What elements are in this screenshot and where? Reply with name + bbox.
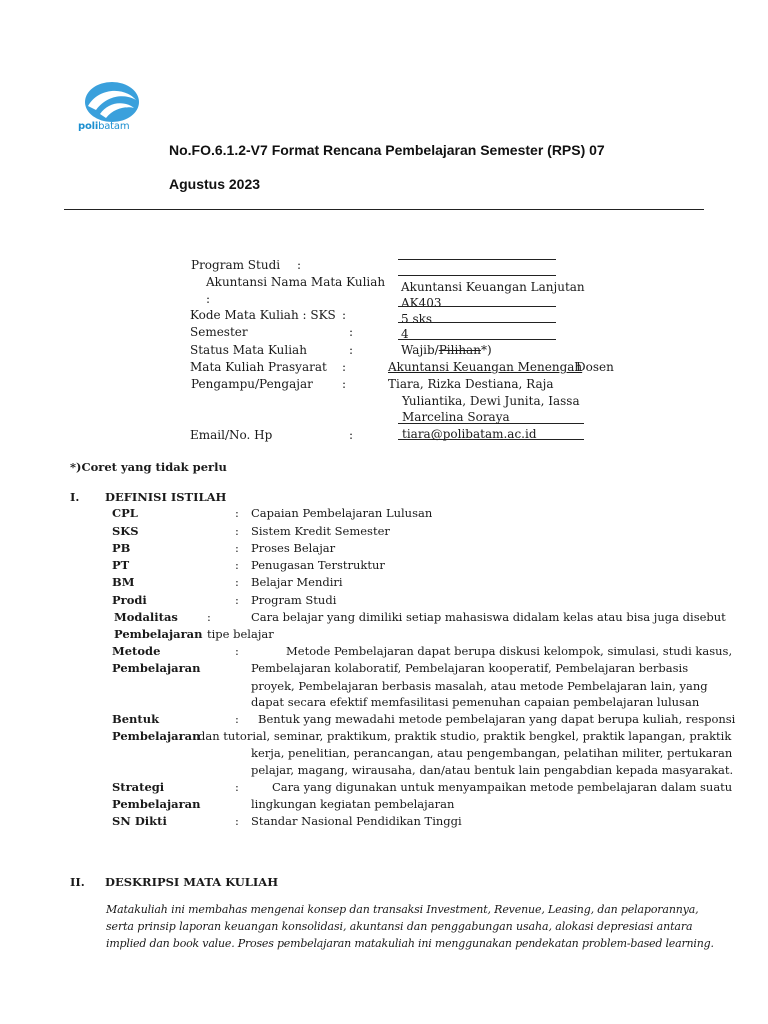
section1-title: DEFINISI ISTILAH	[105, 490, 227, 504]
description-line: Matakuliah ini membahas mengenai konsep dan transaksi Investment, Revenue, Leasing, dan pelaporannya,	[106, 903, 699, 916]
term-definition: Program Studi	[251, 593, 337, 607]
akuntansi-nama-label: Akuntansi Nama Mata Kuliah	[206, 275, 386, 289]
colon: :	[349, 343, 354, 357]
colon: :	[235, 524, 239, 538]
term-definition: dan tutorial, seminar, praktikum, praktik studio, praktik bengkel, praktik lapangan, praktik	[198, 729, 732, 743]
term-label: Strategi	[112, 780, 165, 794]
term-label: Pembelajaran	[112, 729, 201, 743]
term-definition: dapat secara efektif memfasilitasi pemenuhan capaian pembelajaran lulusan	[251, 695, 700, 709]
term-definition: kerja, penelitian, perancangan, atau pengembangan, pelatihan militer, pertukaran	[251, 746, 733, 760]
description-line: serta prinsip laporan keuangan konsolidasi, akuntansi dan penggabungan usaha, alokasi depresiasi antara	[106, 920, 693, 933]
term-label: Pembelajaran	[112, 661, 201, 675]
sks-value: 5 sks	[401, 312, 433, 326]
colon: :	[207, 610, 211, 624]
pengampu-label: Pengampu/Pengajar	[191, 377, 313, 391]
logo-word-batam: batam	[98, 121, 130, 132]
prasyarat-value: Akuntansi Keuangan Menengah	[388, 360, 583, 374]
term-label: Prodi	[112, 593, 147, 607]
colon: :	[235, 780, 239, 794]
colon: :	[235, 541, 239, 555]
term-definition: Metode Pembelajaran dapat berupa diskusi kelompok, simulasi, studi kasus,	[286, 644, 733, 658]
term-definition: tipe belajar	[207, 627, 274, 641]
colon: :	[235, 506, 239, 520]
section2-number: II.	[70, 875, 85, 889]
term-definition: Cara yang digunakan untuk menyampaikan metode pembelajaran dalam suatu	[272, 780, 733, 794]
term-definition: Standar Nasional Pendidikan Tinggi	[251, 814, 462, 828]
document-date: Agustus 2023	[169, 176, 261, 192]
course-code-value: AK403	[401, 296, 442, 310]
kode-sks-label: Kode Mata Kuliah : SKS	[190, 308, 336, 322]
colon: :	[342, 308, 347, 322]
term-label: Modalitas	[114, 610, 178, 624]
logo-wordmark	[78, 121, 129, 132]
status-wajib: Wajib/	[401, 343, 439, 357]
field-underline	[398, 275, 556, 276]
colon: :	[235, 558, 239, 572]
colon: :	[349, 325, 354, 339]
pengampu-line-3: Marcelina Soraya	[402, 410, 510, 424]
field-underline	[398, 423, 584, 424]
colon: :	[235, 814, 239, 828]
field-underline	[398, 439, 584, 440]
semester-label: Semester	[190, 325, 248, 339]
term-definition: lingkungan kegiatan pembelajaran	[251, 797, 455, 811]
term-definition: Penugasan Terstruktur	[251, 558, 385, 572]
colon: :	[235, 644, 239, 658]
document-title: No.FO.6.1.2-V7 Format Rencana Pembelajaran Semester (RPS) 07	[169, 142, 605, 158]
term-label: Pembelajaran	[112, 797, 201, 811]
field-underline	[398, 339, 556, 340]
colon: :	[235, 575, 239, 589]
colon: :	[235, 712, 239, 726]
colon: :	[297, 258, 302, 272]
section1-number: I.	[70, 490, 80, 504]
strike-note: *)Coret yang tidak perlu	[70, 460, 227, 474]
logo-word-poli: poli	[78, 121, 99, 132]
term-definition: Capaian Pembelajaran Lulusan	[251, 506, 433, 520]
colon: :	[206, 292, 211, 306]
term-label: Pembelajaran	[114, 627, 203, 641]
term-label: Metode	[112, 644, 161, 658]
term-definition: Belajar Mendiri	[251, 575, 343, 589]
field-underline	[398, 322, 556, 323]
term-definition: Sistem Kredit Semester	[251, 524, 390, 538]
term-definition: pelajar, magang, wirausaha, dan/atau bentuk lain pengabdian kepada masyarakat.	[251, 763, 734, 777]
colon: :	[235, 593, 239, 607]
section2-title: DESKRIPSI MATA KULIAH	[105, 875, 279, 889]
term-definition: Bentuk yang mewadahi metode pembelajaran yang dapat berupa kuliah, responsi	[258, 712, 736, 726]
semester-value: 4	[401, 327, 409, 341]
term-label: PB	[112, 541, 131, 555]
term-definition: Cara belajar yang dimiliki setiap mahasiswa didalam kelas atau bisa juga disebut	[251, 610, 726, 624]
pengampu-line-1: Tiara, Rizka Destiana, Raja	[388, 377, 554, 391]
pengampu-line-2: Yuliantika, Dewi Junita, Iassa	[402, 394, 580, 408]
colon: :	[342, 377, 347, 391]
status-pilihan-struck: Pilihan	[438, 343, 481, 357]
colon: :	[349, 428, 354, 442]
term-label: SN Dikti	[112, 814, 167, 828]
program-studi-label: Program Studi	[191, 258, 281, 272]
email-value: tiara@polibatam.ac.id	[402, 427, 537, 441]
description-line: implied dan book value. Proses pembelajaran matakuliah ini menggunakan pendekatan problem-based learning.	[106, 937, 714, 950]
status-label: Status Mata Kuliah	[190, 343, 307, 357]
field-underline	[398, 259, 556, 260]
header-divider	[64, 209, 704, 210]
status-suffix: *)	[480, 343, 492, 357]
term-label: PT	[112, 558, 130, 572]
term-label: SKS	[112, 524, 139, 538]
term-label: CPL	[112, 506, 138, 520]
term-definition: Proses Belajar	[251, 541, 336, 555]
term-definition: Pembelajaran kolaboratif, Pembelajaran kooperatif, Pembelajaran berbasis	[251, 661, 689, 675]
term-definition: proyek, Pembelajaran berbasis masalah, atau metode Pembelajaran lain, yang	[251, 679, 708, 693]
status-value	[401, 343, 492, 357]
term-label: BM	[112, 575, 135, 589]
email-label: Email/No. Hp	[190, 428, 273, 442]
prasyarat-label: Mata Kuliah Prasyarat	[190, 360, 327, 374]
field-underline	[398, 306, 556, 307]
course-name-value: Akuntansi Keuangan Lanjutan	[401, 280, 585, 294]
colon: :	[342, 360, 347, 374]
term-label: Bentuk	[112, 712, 160, 726]
dosen-word: Dosen	[576, 360, 614, 374]
